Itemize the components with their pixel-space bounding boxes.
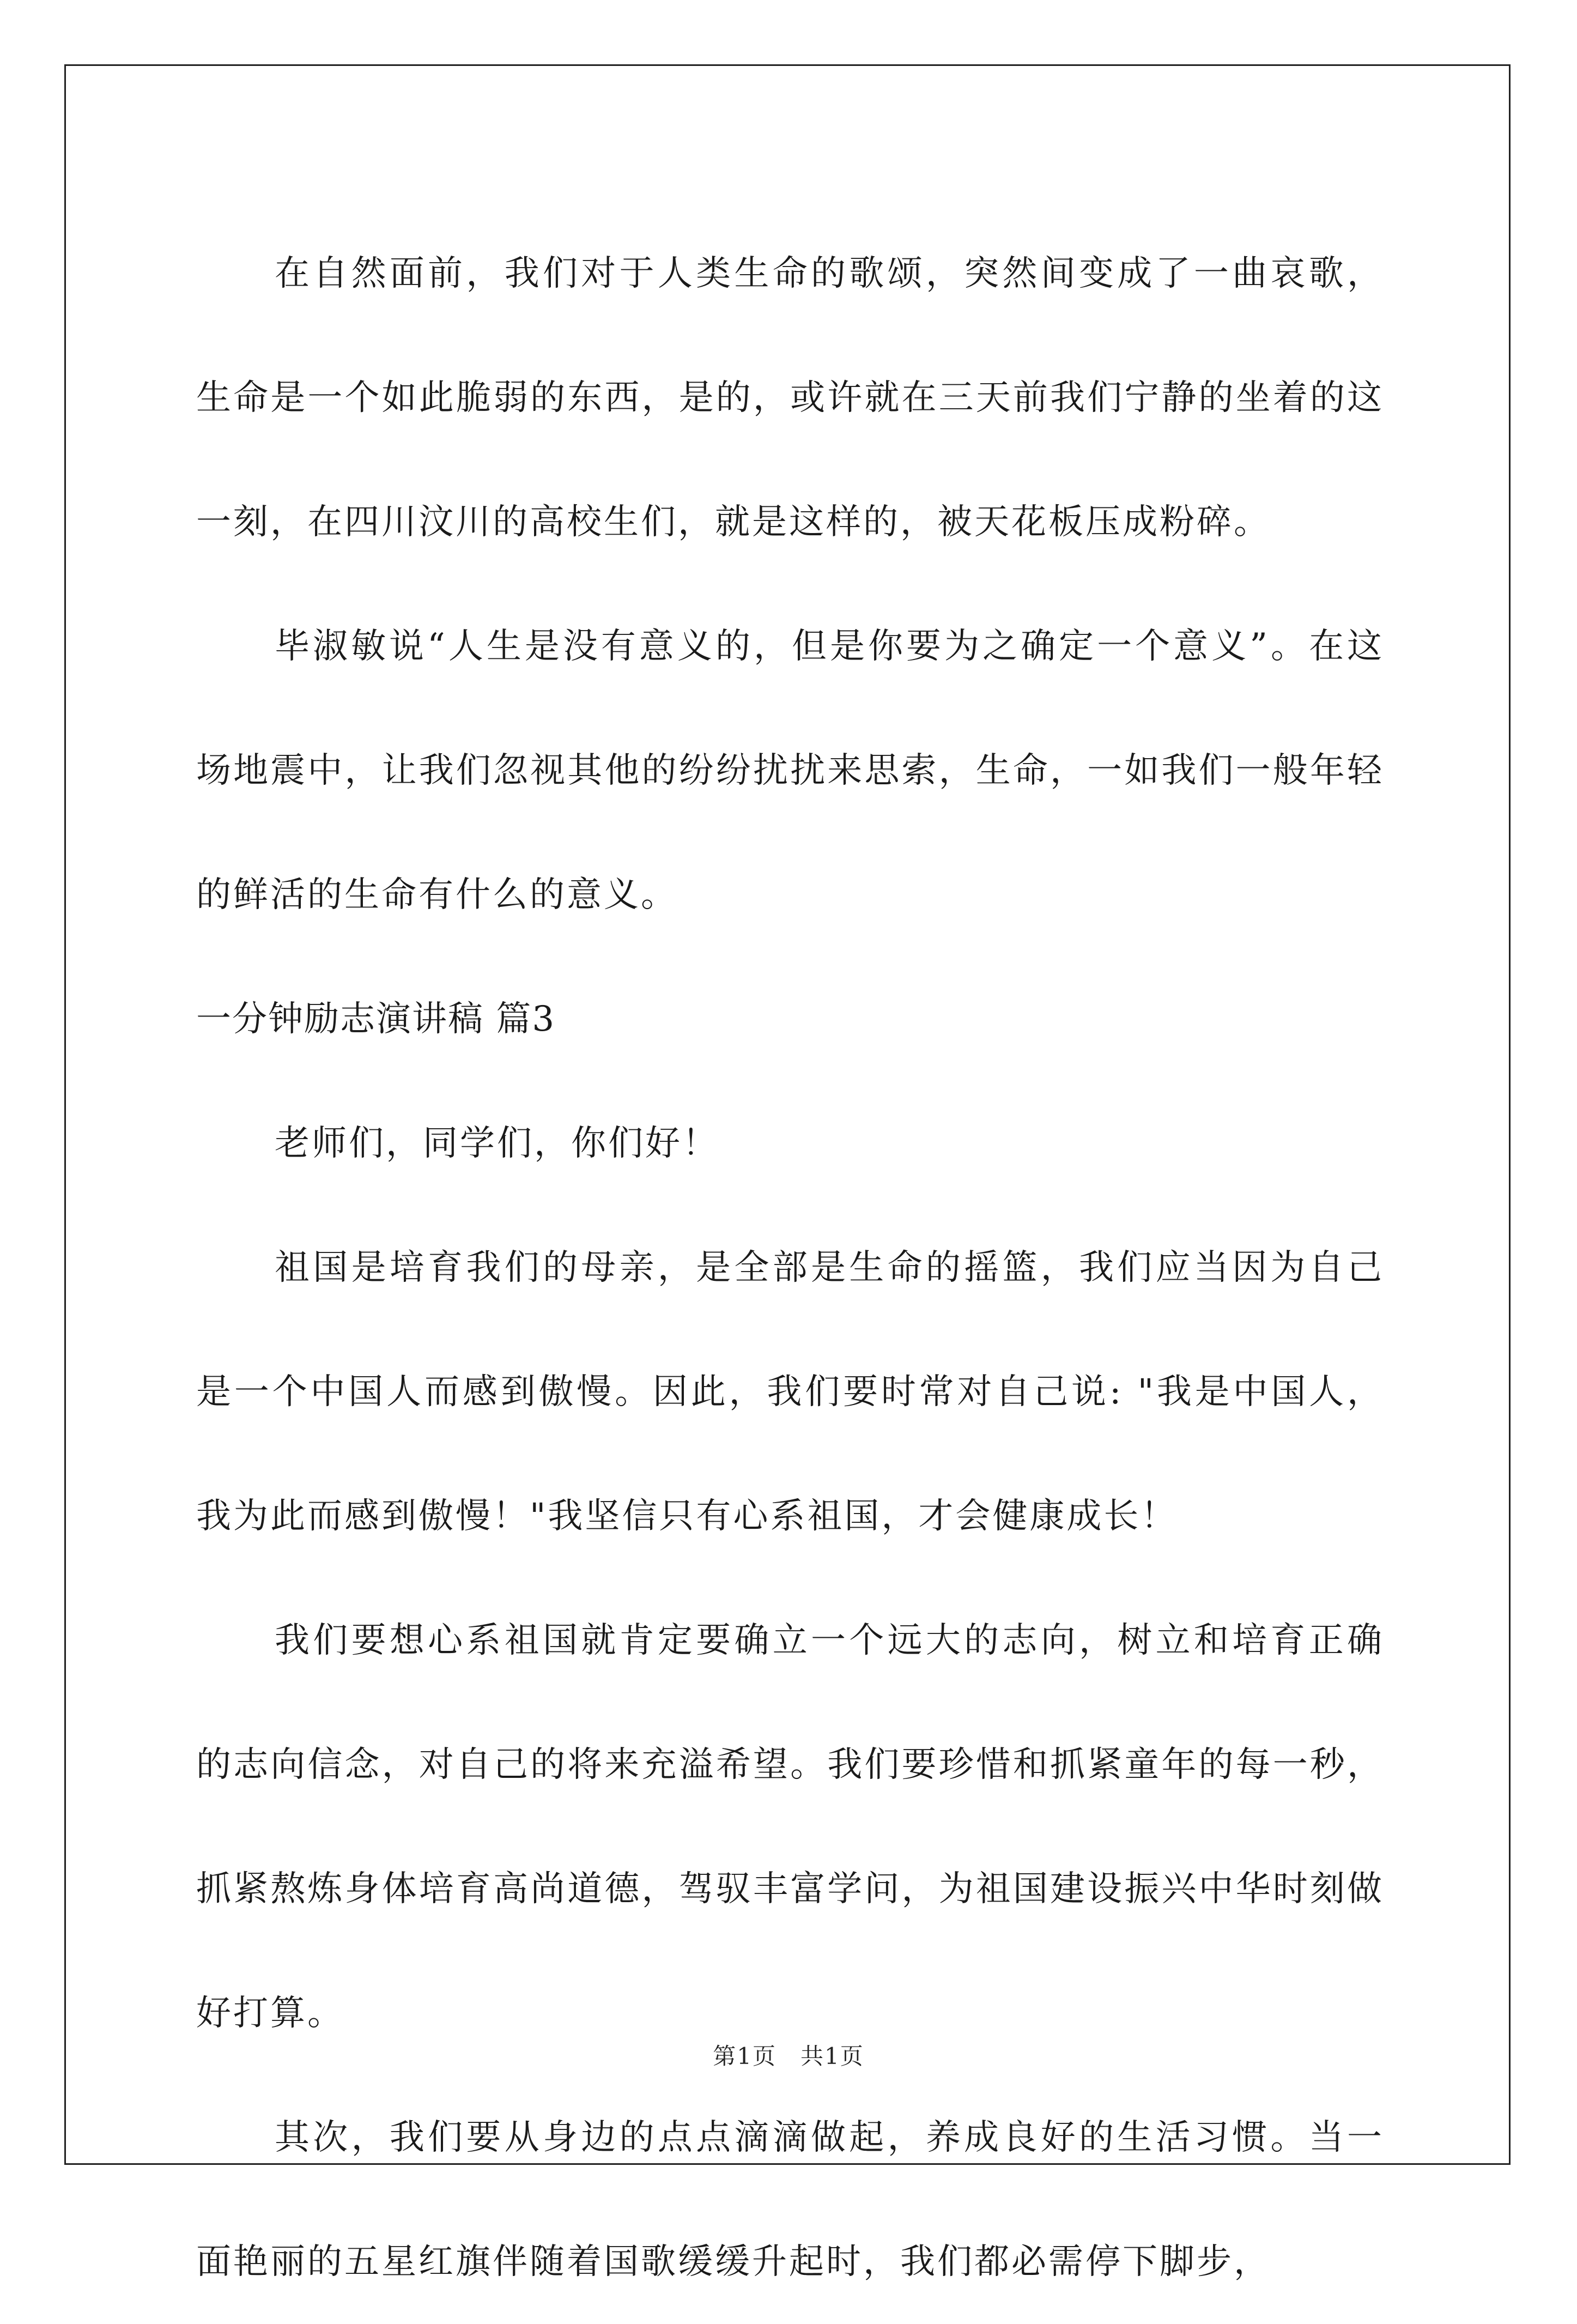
paragraph-4: 我们要想心系祖国就肯定要确立一个远大的志向，树立和培育正确的志向信念，对自己的将来充溢希望。我们要珍惜和抓紧童年的每一秒，抓紧熬炼身体培育高尚道德，驾驭丰富学问，为祖国建设振兴中华时刻做好打算。 [196, 1620, 1384, 2034]
paragraph-5: 其次，我们要从身边的点点滴滴做起，养成良好的生活习惯。当一面艳丽的五星红旗伴随着国歌缓缓升起时，我们都必需停下脚步， [196, 2117, 1384, 2282]
paragraph-2: 毕淑敏说“人生是没有意义的，但是你要为之确定一个意义”。在这场地震中，让我们忽视其他的纷纷扰扰来思索，生命，一如我们一般年轻的鲜活的生命有什么的意义。 [196, 626, 1384, 915]
section-heading: 一分钟励志演讲稿 篇3 [196, 999, 556, 1039]
paragraph-1: 在自然面前，我们对于人类生命的歌颂，突然间变成了一曲哀歌，生命是一个如此脆弱的东西，是的，或许就在三天前我们宁静的坐着的这一刻，在四川汶川的高校生们，就是这样的，被天花板压成粉碎。 [196, 253, 1384, 542]
page-footer: 第1页 共1页 [713, 2043, 864, 2069]
paragraph-3: 祖国是培育我们的母亲，是全部是生命的摇篮，我们应当因为自己是一个中国人而感到傲慢。因此，我们要时常对自己说: "我是中国人，我为此而感到傲慢！"我坚信只有心系祖国，才会健康成长！ [196, 1248, 1384, 1536]
document-body [196, 211, 1384, 2324]
greeting-paragraph: 老师们，同学们，你们好！ [275, 1123, 719, 1164]
